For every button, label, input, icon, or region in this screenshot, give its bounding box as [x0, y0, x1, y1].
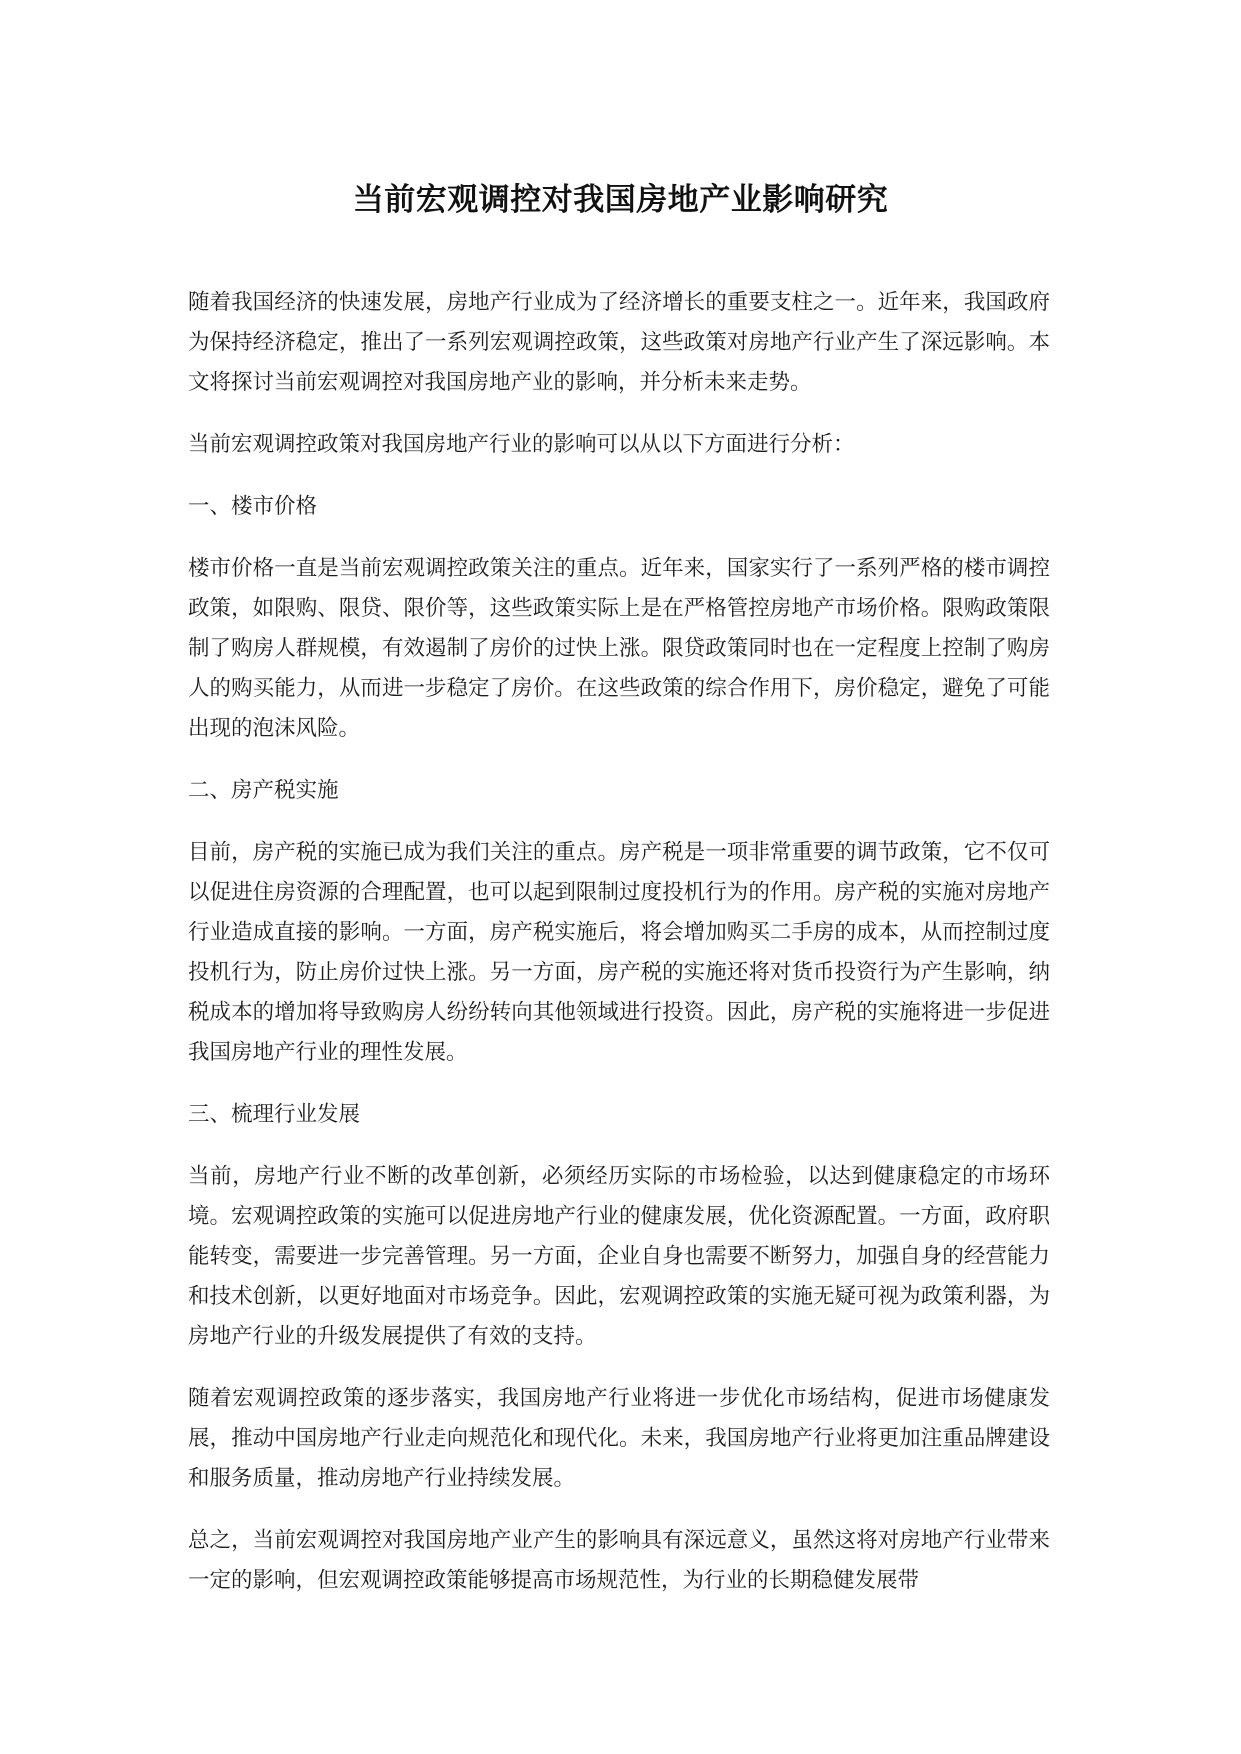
section-body-property-tax: 目前，房产税的实施已成为我们关注的重点。房产税是一项非常重要的调节政策，它不仅可以促进住房资源的合理配置，也可以起到限制过度投机行为的作用。房产税的实施对房地产行业造成直接的影响。一方面，房产税实施后，将会增加购买二手房的成本，从而控制过度投机行为，防止房价过快上涨。另一方面，房产税的实施还将对货币投资行为产生影响，纳税成本的增加将导致购房人纷纷转向其他领域进行投资。因此，房产税的实施将进一步促进我国房地产行业的理性发展。 — [188, 840, 1050, 1065]
lead-paragraph: 当前宏观调控政策对我国房地产行业的影响可以从以下方面进行分析： — [188, 432, 855, 457]
intro-paragraph: 随着我国经济的快速发展，房地产行业成为了经济增长的重要支柱之一。近年来，我国政府为保持经济稳定，推出了一系列宏观调控政策，这些政策对房地产行业产生了深远影响。本文将探讨当前宏观调控对我国房地产业的影响，并分析未来走势。 — [188, 290, 1050, 395]
section-body-industry: 当前，房地产行业不断的改革创新，必须经历实际的市场检验，以达到健康稳定的市场环境。宏观调控政策的实施可以促进房地产行业的健康发展，优化资源配置。一方面，政府职能转变，需要进一步完善管理。另一方面，企业自身也需要不断努力，加强自身的经营能力和技术创新，以更好地面对市场竞争。因此，宏观调控政策的实施无疑可视为政策利器，为房地产行业的升级发展提供了有效的支持。 — [188, 1164, 1050, 1349]
document-title: 当前宏观调控对我国房地产业影响研究 — [352, 182, 889, 218]
conclusion-paragraph: 总之，当前宏观调控对我国房地产业产生的影响具有深远意义，虽然这将对房地产行业带来一定的影响，但宏观调控政策能够提高市场规范性，为行业的长期稳健发展带 — [188, 1528, 1050, 1593]
section-heading-property-tax: 二、房产税实施 — [188, 778, 339, 803]
section-heading-industry: 三、梳理行业发展 — [188, 1102, 361, 1127]
section-heading-price: 一、楼市价格 — [188, 494, 318, 519]
section-body-price: 楼市价格一直是当前宏观调控政策关注的重点。近年来，国家实行了一系列严格的楼市调控政策，如限购、限贷、限价等，这些政策实际上是在严格管控房地产市场价格。限购政策限制了购房人群规模，有效遏制了房价的过快上涨。限贷政策同时也在一定程度上控制了购房人的购买能力，从而进一步稳定了房价。在这些政策的综合作用下，房价稳定，避免了可能出现的泡沫风险。 — [188, 556, 1050, 741]
document-body — [188, 283, 1050, 1623]
outlook-paragraph: 随着宏观调控政策的逐步落实，我国房地产行业将进一步优化市场结构，促进市场健康发展，推动中国房地产行业走向规范化和现代化。未来，我国房地产行业将更加注重品牌建设和服务质量，推动房地产行业持续发展。 — [188, 1386, 1050, 1491]
